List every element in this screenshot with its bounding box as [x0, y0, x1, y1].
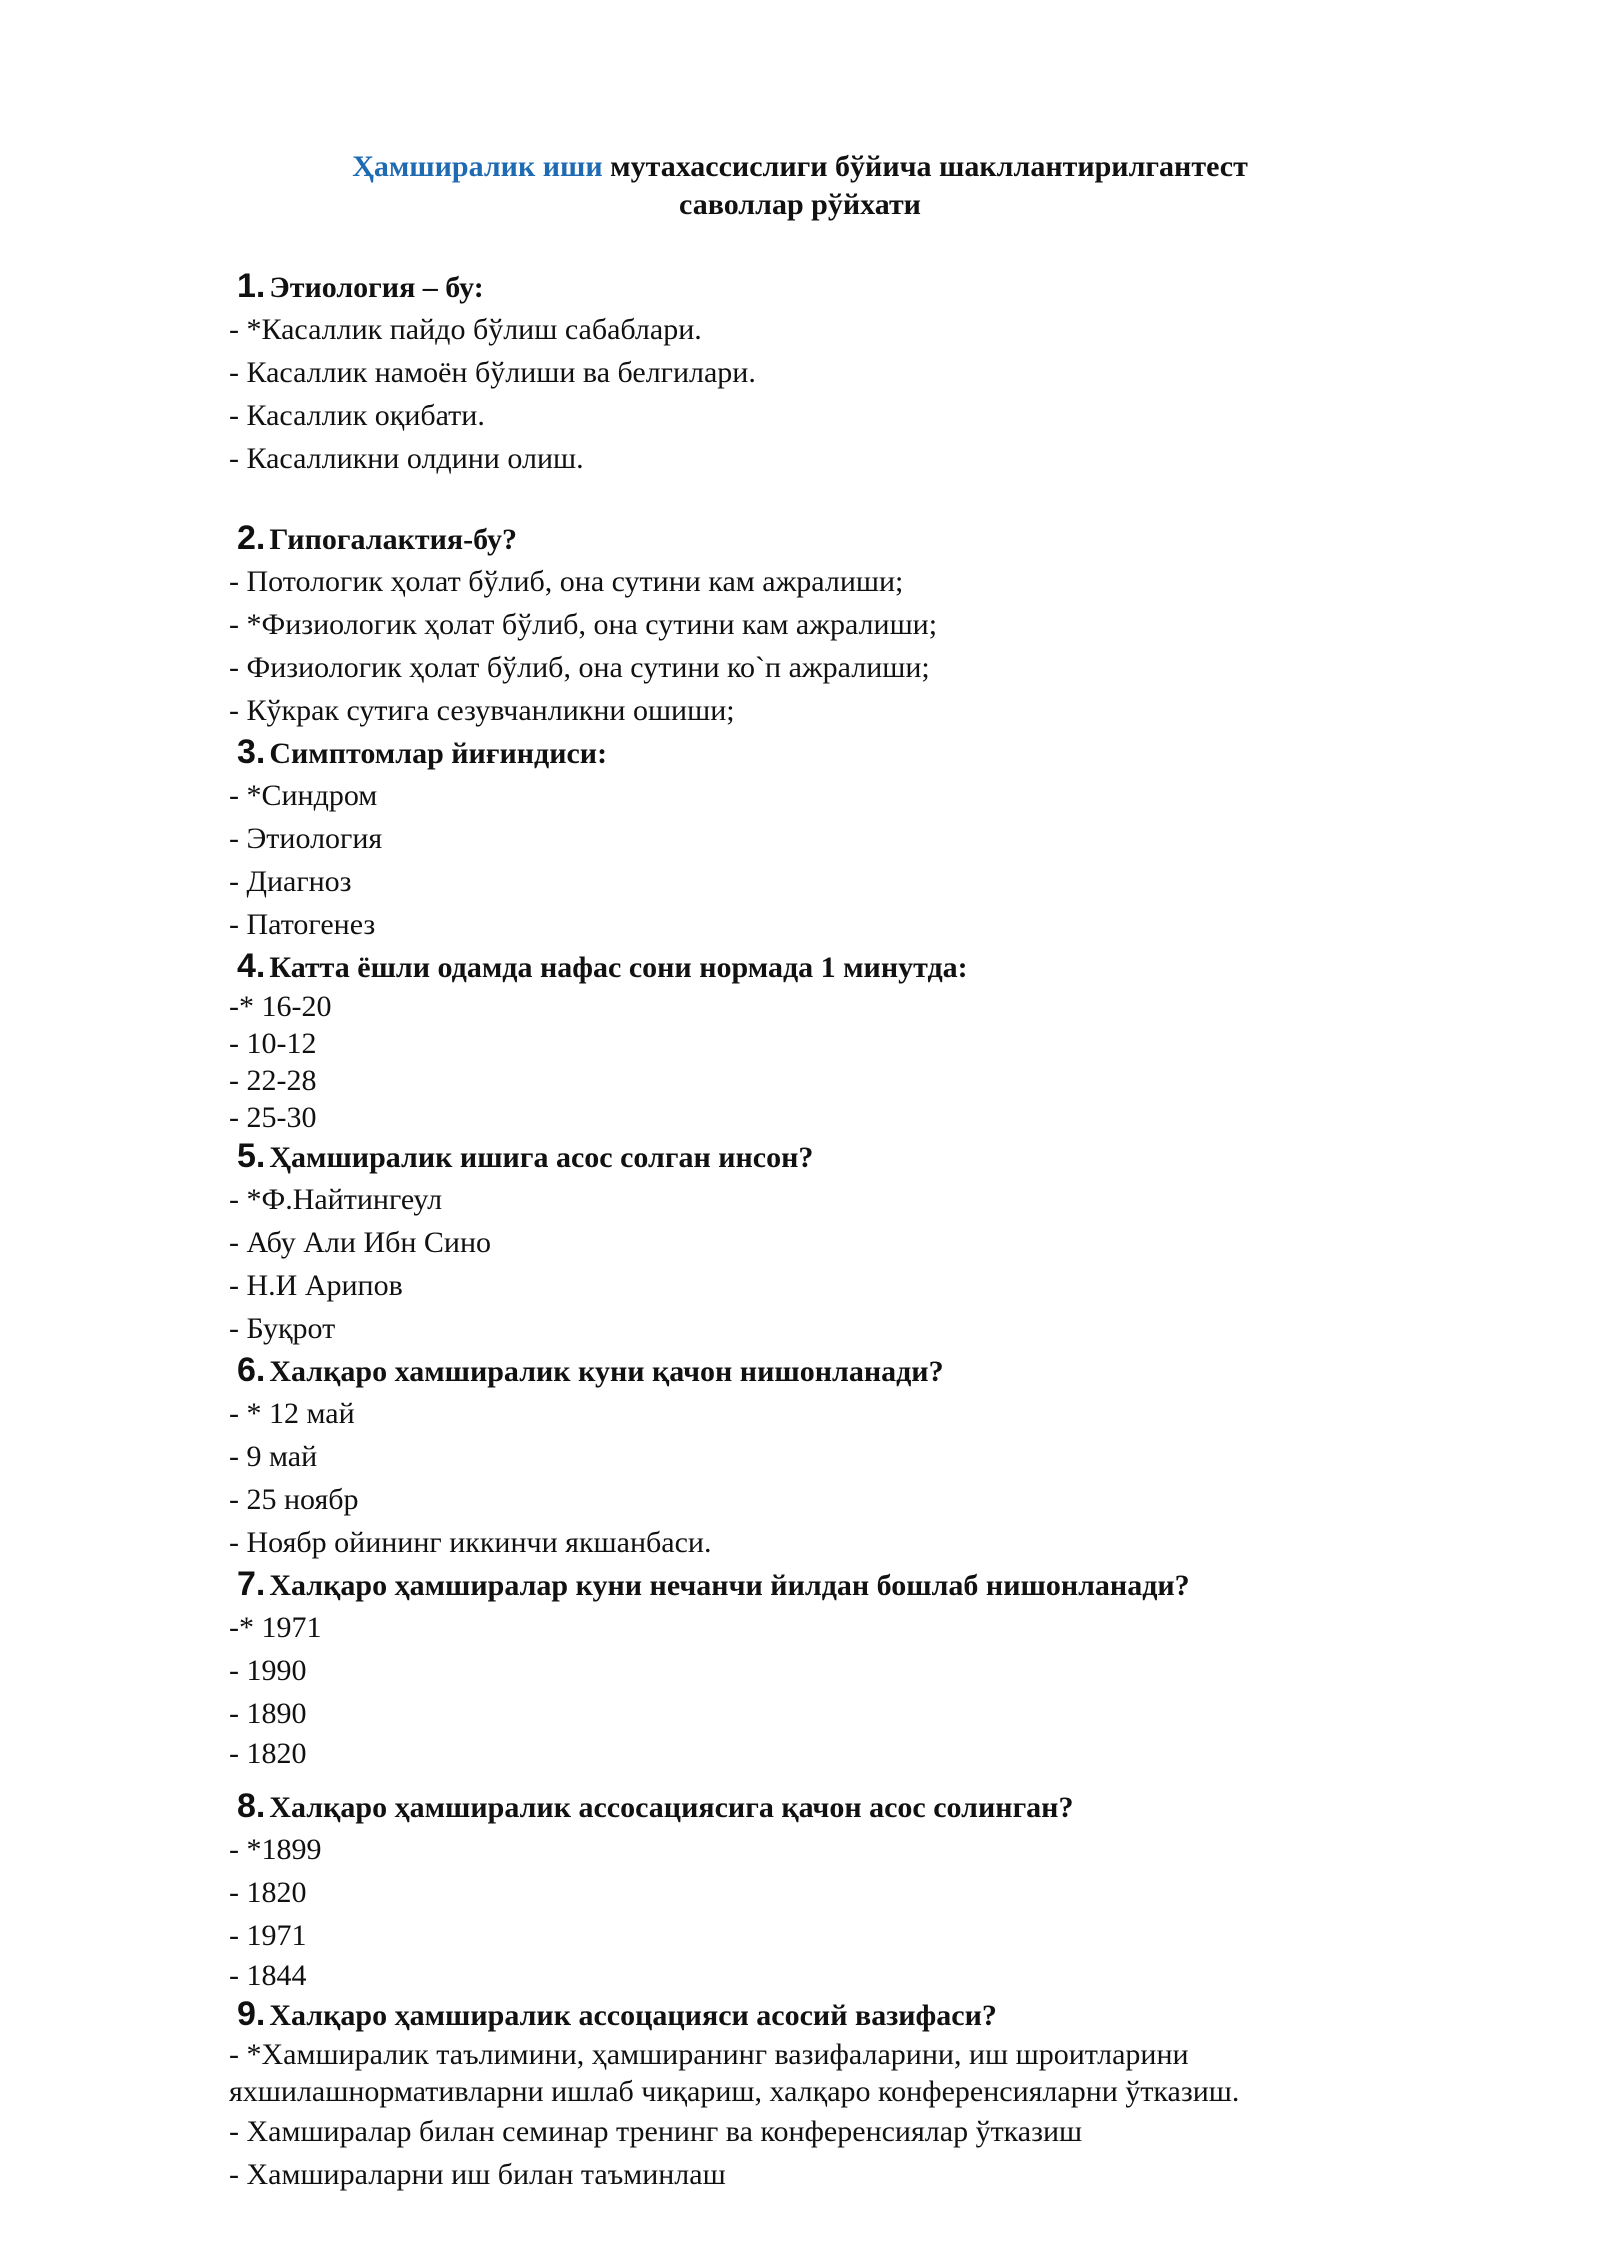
question-number: 3.: [237, 733, 266, 771]
question-heading: [229, 1350, 1379, 1392]
answer-option: - 1890: [229, 1697, 307, 1730]
question-number: 9.: [237, 1995, 266, 2033]
question-heading: [229, 1994, 1379, 2036]
question-number: 6.: [237, 1351, 266, 1389]
answer-option: - 25 ноябр: [229, 1483, 359, 1516]
question-text: Халқаро хамширалик куни қачон нишонланади?: [269, 1355, 944, 1388]
question-text: Халқаро ҳамширалик ассоцацияси асосий вазифаси?: [269, 1999, 997, 2032]
question-heading: [229, 1136, 1379, 1178]
answer-option: - 9 май: [229, 1440, 318, 1473]
answer-option: - *Касаллик пайдо бўлиш сабаблари.: [229, 313, 702, 346]
answer-option: - Касаллик намоён бўлиши ва белгилари.: [229, 356, 756, 389]
answer-option: -* 16-20: [229, 990, 332, 1023]
answer-option: - Н.И Арипов: [229, 1269, 403, 1302]
answer-option: - 1844: [229, 1959, 307, 1992]
answer-option: - 1971: [229, 1919, 307, 1952]
question-text: Этиология – бу:: [269, 271, 484, 304]
answer-option: - Касалликни олдини олиш.: [229, 442, 584, 475]
answer-option: - 22-28: [229, 1064, 317, 1097]
question-7: [229, 1564, 1379, 1772]
question-number: 5.: [237, 1137, 266, 1175]
question-4: [229, 946, 1379, 1136]
answer-option: - Хамширалар билан семинар тренинг ва конференсиялар ўтказиш: [229, 2115, 1083, 2148]
answer-option: - * 12 май: [229, 1397, 355, 1430]
answer-option: - *1899: [229, 1833, 322, 1866]
question-9: [229, 1994, 1379, 2196]
answer-option: - Ноябр ойининг иккинчи якшанбаси.: [229, 1526, 712, 1559]
answer-option: -* 1971: [229, 1611, 322, 1644]
document-title: [0, 148, 1600, 224]
question-text: Халқаро ҳамширалик ассосациясига қачон асос солинган?: [269, 1791, 1074, 1824]
answer-option: - 25-30: [229, 1101, 317, 1134]
answer-option: - 1990: [229, 1654, 307, 1687]
answer-option: - Патогенез: [229, 908, 376, 941]
answer-option: - Буқрот: [229, 1312, 336, 1345]
question-8: [229, 1786, 1379, 1994]
question-heading: [229, 1786, 1379, 1828]
question-number: 2.: [237, 519, 266, 557]
answer-option: - *Хамширалик таълимини, ҳамширанинг вазифаларини, иш шроитларини: [229, 2038, 1189, 2071]
answer-option: - *Физиологик ҳолат бўлиб, она сутини кам ажралиши;: [229, 608, 938, 641]
question-text: Симптомлар йиғиндиси:: [269, 737, 608, 770]
question-6: [229, 1350, 1379, 1564]
question-heading: [229, 266, 1379, 308]
answer-option: - Физиологик ҳолат бўлиб, она сутини ко`п ажралиши;: [229, 651, 930, 684]
question-number: 7.: [237, 1565, 266, 1603]
answer-option: - Этиология: [229, 822, 383, 855]
title-line-1: [0, 148, 1600, 186]
answer-option: - Потологик ҳолат бўлиб, она сутини кам ажралиши;: [229, 565, 904, 598]
question-heading: [229, 1564, 1379, 1606]
answer-option: - Хамшираларни иш билан таъминлаш: [229, 2158, 726, 2191]
question-text: Гипогалактия-бу?: [269, 523, 517, 556]
answer-option: - Диагноз: [229, 865, 352, 898]
question-text: Ҳамширалик ишига асос солган инсон?: [269, 1141, 814, 1174]
question-heading: [229, 946, 1379, 988]
title-line-2: саволлар рўйхати: [679, 188, 921, 221]
answer-option: - *Ф.Найтингеул: [229, 1183, 443, 1216]
question-number: 1.: [237, 267, 266, 305]
question-heading: [229, 518, 1379, 560]
question-3: [229, 732, 1379, 946]
answer-option: - 10-12: [229, 1027, 317, 1060]
question-text: Катта ёшли одамда нафас сони нормада 1 минутда:: [269, 951, 968, 984]
answer-option: - Абу Али Ибн Сино: [229, 1226, 492, 1259]
question-heading: [229, 732, 1379, 774]
title-accent: Ҳамширалик иши: [352, 150, 603, 183]
answer-option: - *Синдром: [229, 779, 378, 812]
title-rest: мутахассислиги бўйича шакллантирилгантест: [602, 150, 1248, 183]
answer-option: - Кўкрак сутига сезувчанликни ошиши;: [229, 694, 735, 727]
answer-option-continuation: яхшилашнормативларни ишлаб чиқариш, халқаро конференсияларни ўтказиш.: [229, 2075, 1240, 2108]
question-number: 4.: [237, 947, 266, 985]
answer-option: - 1820: [229, 1876, 307, 1909]
question-number: 8.: [237, 1787, 266, 1825]
answer-option: - 1820: [229, 1737, 307, 1770]
question-list: [229, 266, 1379, 2196]
question-1: [229, 266, 1379, 480]
question-2: [229, 518, 1379, 732]
question-5: [229, 1136, 1379, 1350]
answer-option: - Касаллик оқибати.: [229, 399, 485, 432]
question-text: Халқаро ҳамширалар куни нечанчи йилдан бошлаб нишонланади?: [269, 1569, 1190, 1602]
